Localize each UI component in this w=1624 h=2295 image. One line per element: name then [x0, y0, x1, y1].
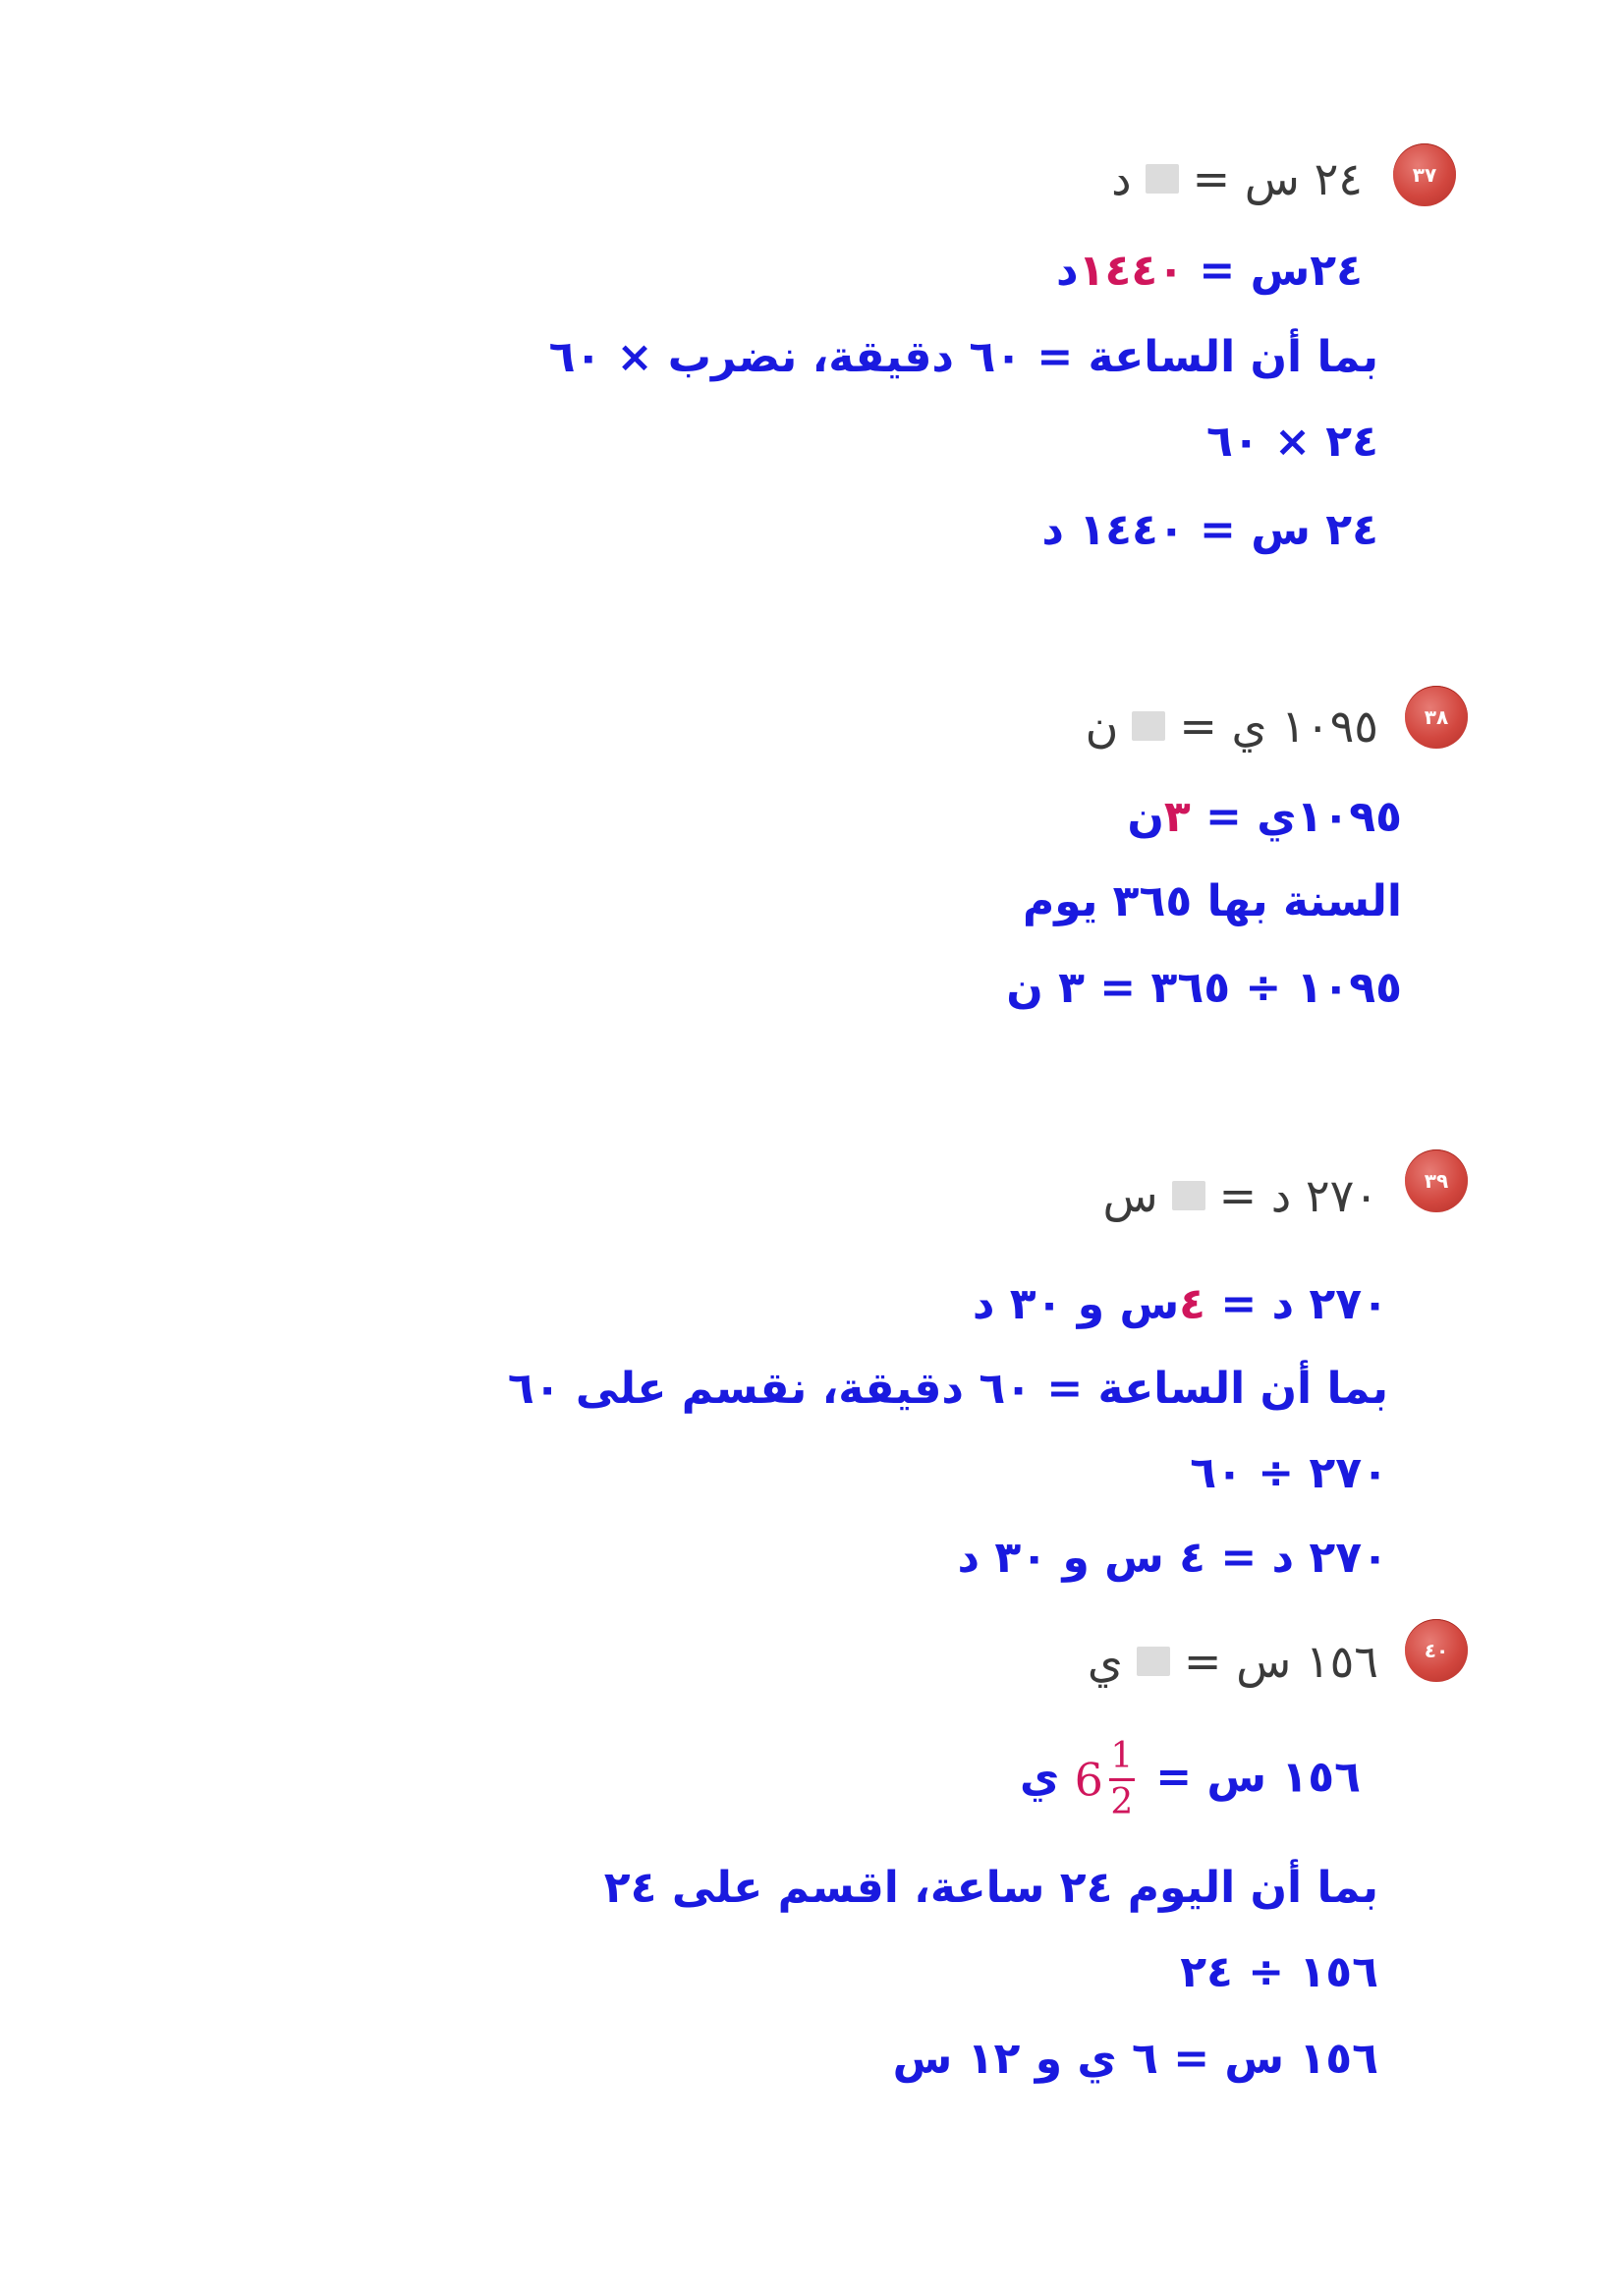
solution-line: ١٠٩٥ ÷ ٣٦٥ = ٣ ن [1006, 963, 1402, 1013]
solution-line: ٢٤ × ٦٠ [1206, 417, 1378, 467]
answer-suffix: ي [1019, 1752, 1060, 1803]
question-left: ٢٤ س = [1192, 152, 1363, 205]
problem-number-badge: ٣٧ [1393, 143, 1456, 206]
mixed-number-fraction [1109, 1736, 1135, 1822]
question-right: س [1102, 1169, 1158, 1222]
solution-line: بما أن اليوم ٢٤ ساعة، اقسم على ٢٤ [603, 1863, 1378, 1913]
solution-line: ٢٧٠ د = ٤ س و ٣٠ د [957, 1533, 1388, 1583]
problem-question [1088, 1635, 1378, 1688]
question-right: ي [1087, 1635, 1123, 1688]
problem-number-badge: ٣٩ [1405, 1149, 1468, 1212]
question-left: ١٠٩٥ ي = [1179, 700, 1378, 753]
fraction-denominator: 2 [1110, 1782, 1134, 1822]
answer-suffix: س و ٣٠ د [972, 1279, 1180, 1329]
answer-suffix: ن [1127, 792, 1164, 842]
fraction-bar [1109, 1778, 1135, 1781]
problem-number-badge: ٣٨ [1405, 686, 1468, 749]
question-right: ن [1085, 700, 1119, 753]
fraction-numerator: 1 [1110, 1736, 1134, 1776]
solution-line: بما أن الساعة = ٦٠ دقيقة، نقسم على ٦٠ [507, 1364, 1388, 1414]
solution-line: السنة بها ٣٦٥ يوم [1022, 876, 1402, 926]
answer-value: ٣ [1163, 792, 1191, 842]
problem-number-badge: ٤٠ [1405, 1619, 1468, 1682]
answer-line [1127, 792, 1402, 842]
answer-blank-box [1132, 711, 1165, 741]
answer-prefix: ١٥٦ س = [1140, 1752, 1361, 1803]
answer-line [1056, 246, 1363, 296]
answer-prefix: ٢٧٠ د = [1205, 1279, 1388, 1329]
question-left: ١٥٦ س = [1183, 1635, 1378, 1688]
solution-line: بما أن الساعة = ٦٠ دقيقة، نضرب × ٦٠ [548, 332, 1378, 382]
mixed-number-whole: 6 [1074, 1753, 1103, 1807]
question-right: د [1111, 152, 1132, 205]
problem-question [1102, 1169, 1378, 1222]
answer-line [1019, 1736, 1361, 1822]
answer-blank-box [1146, 164, 1179, 194]
answer-prefix: ٢٤س = [1184, 246, 1363, 296]
solution-line: ١٥٦ ÷ ٢٤ [1180, 1947, 1378, 1997]
question-left: ٢٧٠ د = [1218, 1169, 1378, 1222]
solution-line: ١٥٦ س = ٦ ي و ١٢ س [892, 2034, 1378, 2084]
solution-line: ٢٧٠ ÷ ٦٠ [1190, 1448, 1388, 1498]
answer-value: ١٤٤٠ [1078, 246, 1185, 296]
answer-line [973, 1279, 1388, 1329]
problem-37 [0, 0, 1624, 296]
problem-question [1111, 152, 1363, 205]
problem-question [1086, 700, 1378, 753]
solution-line: ٢٤ س = ١٤٤٠ د [1041, 505, 1378, 555]
answer-blank-box [1172, 1181, 1205, 1210]
answer-prefix: ١٠٩٥ي = [1190, 792, 1402, 842]
answer-suffix: د [1056, 246, 1079, 296]
answer-value: ٤ [1179, 1279, 1206, 1329]
answer-blank-box [1137, 1647, 1170, 1676]
